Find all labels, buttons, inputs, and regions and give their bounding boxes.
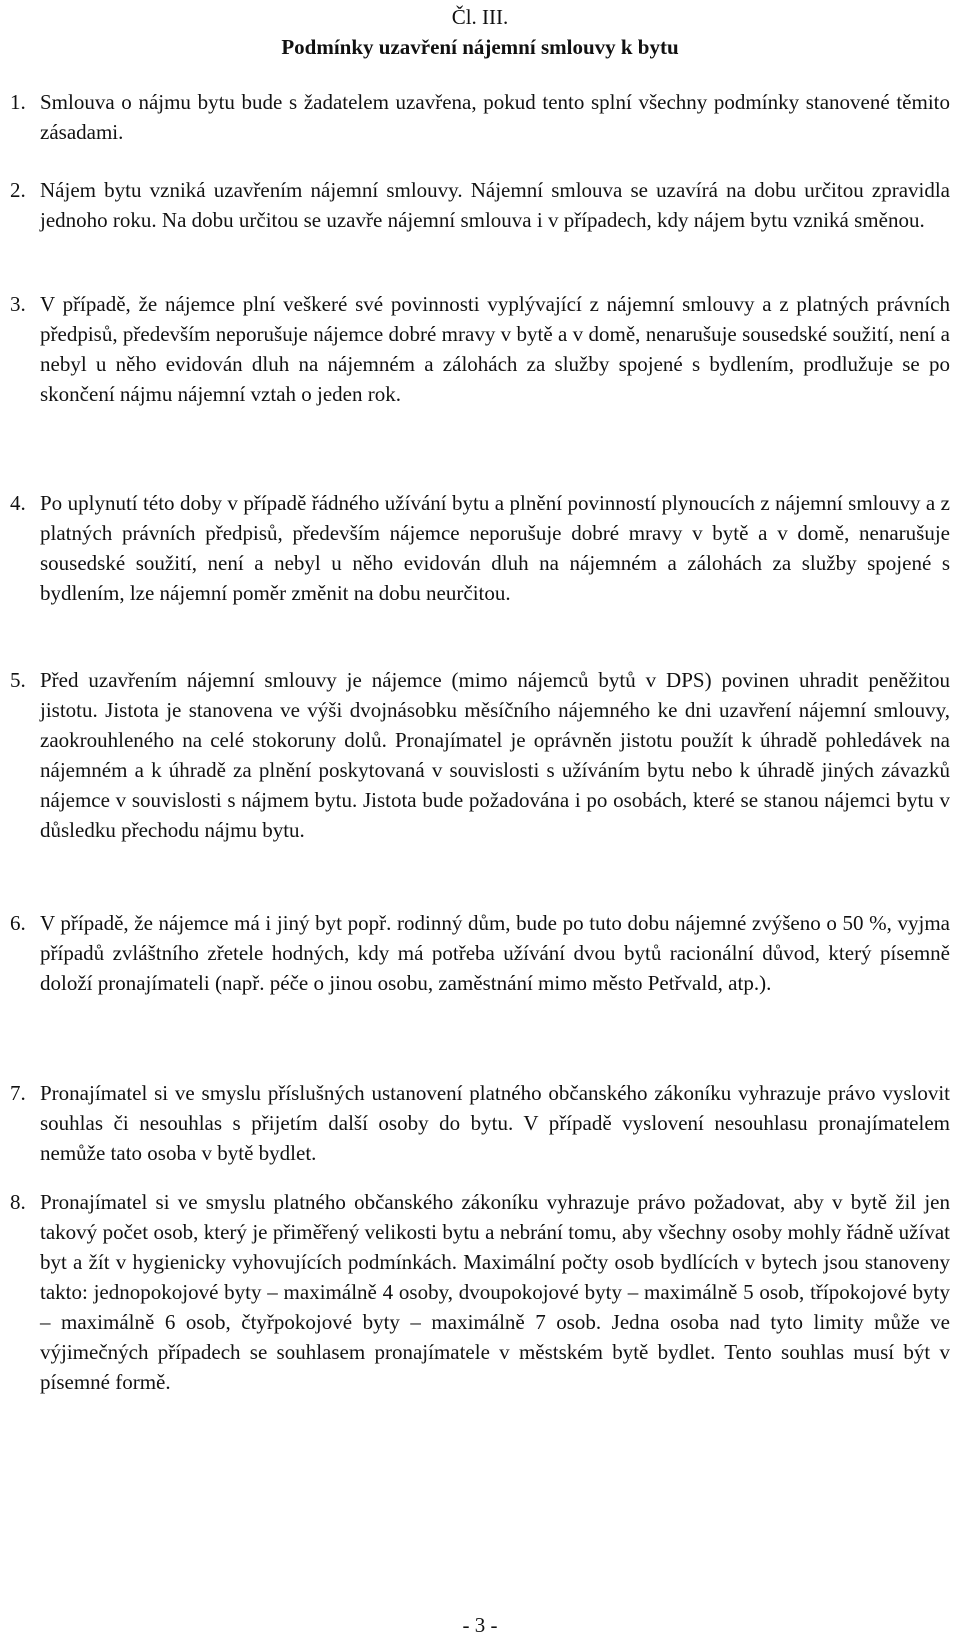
clause-8: [10, 1187, 950, 1397]
clause-text: Nájem bytu vzniká uzavřením nájemní smlouvy. Nájemní smlouva se uzavírá na dobu určitou zpravidla jednoho roku. Na dobu určitou se uzavře nájemní smlouva i v případech, kdy nájem bytu vzniká směnou.: [40, 178, 950, 232]
clause-3: [10, 289, 950, 409]
clause-number: 8.: [10, 1190, 26, 1214]
article-number: Čl. III.: [451, 5, 509, 29]
clause-text: Pronajímatel si ve smyslu platného občanského zákoníku vyhrazuje právo požadovat, aby v bytě žil jen takový počet osob, který je přiměřený velikosti bytu a nebrání tomu, aby všechny osoby mohly řádně užívat byt a žít v hygienicky vyhovujících podmínkách. Maximální počty osob bydlících v bytech jsou stanoveny takto: jednopokojové byty – maximálně 4 osoby, dvoupokojové byty – maximálně 5 osob, třípokojové byty – maximálně 6 osob, čtyřpokojové byty – maximálně 7 osob. Jedna osoba nad tyto limity může ve výjimečných případech se souhlasem pronajímatele v městském bytě bydlet. Tento souhlas musí být v písemné formě.: [40, 1190, 950, 1394]
clause-2: [10, 175, 950, 235]
clause-6: [10, 908, 950, 998]
clause-1: [10, 87, 950, 147]
clause-text: Pronajímatel si ve smyslu příslušných ustanovení platného občanského zákoníku vyhrazuje právo vyslovit souhlas či nesouhlas s přijetím další osoby do bytu. V případě vyslovení nesouhlasu pronajímatelem nemůže tato osoba v bytě bydlet.: [40, 1081, 950, 1165]
page-number: - 3 -: [462, 1613, 498, 1637]
clause-text: V případě, že nájemce má i jiný byt popř. rodinný dům, bude po tuto dobu nájemné zvýšeno o 50 %, vyjma případů zvláštního zřetele hodných, kdy má potřeba užívání dvou bytů racionální důvod, který písemně doloží pronajímateli (např. péče o jinou osobu, zaměstnání mimo město Petřvald, atp.).: [40, 911, 950, 995]
clause-number: 2.: [10, 178, 26, 202]
article-title: Podmínky uzavření nájemní smlouvy k bytu: [281, 35, 679, 59]
clause-text: V případě, že nájemce plní veškeré své povinnosti vyplývající z nájemní smlouvy a z platných právních předpisů, především neporušuje nájemce dobré mravy v bytě a v domě, nenarušuje sousedské soužití, není a nebyl u něho evidován dluh na nájemném a zálohách za služby spojené s bydlením, prodlužuje se po skončení nájmu nájemní vztah o jeden rok.: [40, 292, 950, 406]
clause-text: Před uzavřením nájemní smlouvy je nájemce (mimo nájemců bytů v DPS) povinen uhradit peněžitou jistotu. Jistota je stanovena ve výši dvojnásobku měsíčního nájemného ke dni uzavření nájemní smlouvy, zaokrouhleného na celé stokoruny dolů. Pronajímatel je oprávněn jistotu použít k úhradě pohledávek na nájemném a k úhradě za plnění poskytovaná v souvislosti s užíváním bytu nebo k úhradě jiných závazků nájemce v souvislosti s nájmem bytu. Jistota bude požadována i po osobách, které se stanou nájemci bytu v důsledku přechodu nájmu bytu.: [40, 668, 950, 842]
clause-7: [10, 1078, 950, 1168]
clause-text: Smlouva o nájmu bytu bude s žadatelem uzavřena, pokud tento splní všechny podmínky stanovené těmito zásadami.: [40, 90, 950, 144]
clause-4: [10, 488, 950, 608]
clause-number: 3.: [10, 292, 26, 316]
clause-number: 6.: [10, 911, 26, 935]
clause-number: 5.: [10, 668, 26, 692]
clause-text: Po uplynutí této doby v případě řádného užívání bytu a plnění povinností plynoucích z nájemní smlouvy a z platných právních předpisů, především nájemce neporušuje dobré mravy v bytě a v domě, nenarušuje sousedské soužití, není a nebyl u něho evidován dluh na nájemném a zálohách za služby spojené s bydlením, lze nájemní poměr změnit na dobu neurčitou.: [40, 491, 950, 605]
clause-number: 4.: [10, 491, 26, 515]
clause-5: [10, 665, 950, 845]
clause-number: 7.: [10, 1081, 26, 1105]
clause-number: 1.: [10, 90, 26, 114]
